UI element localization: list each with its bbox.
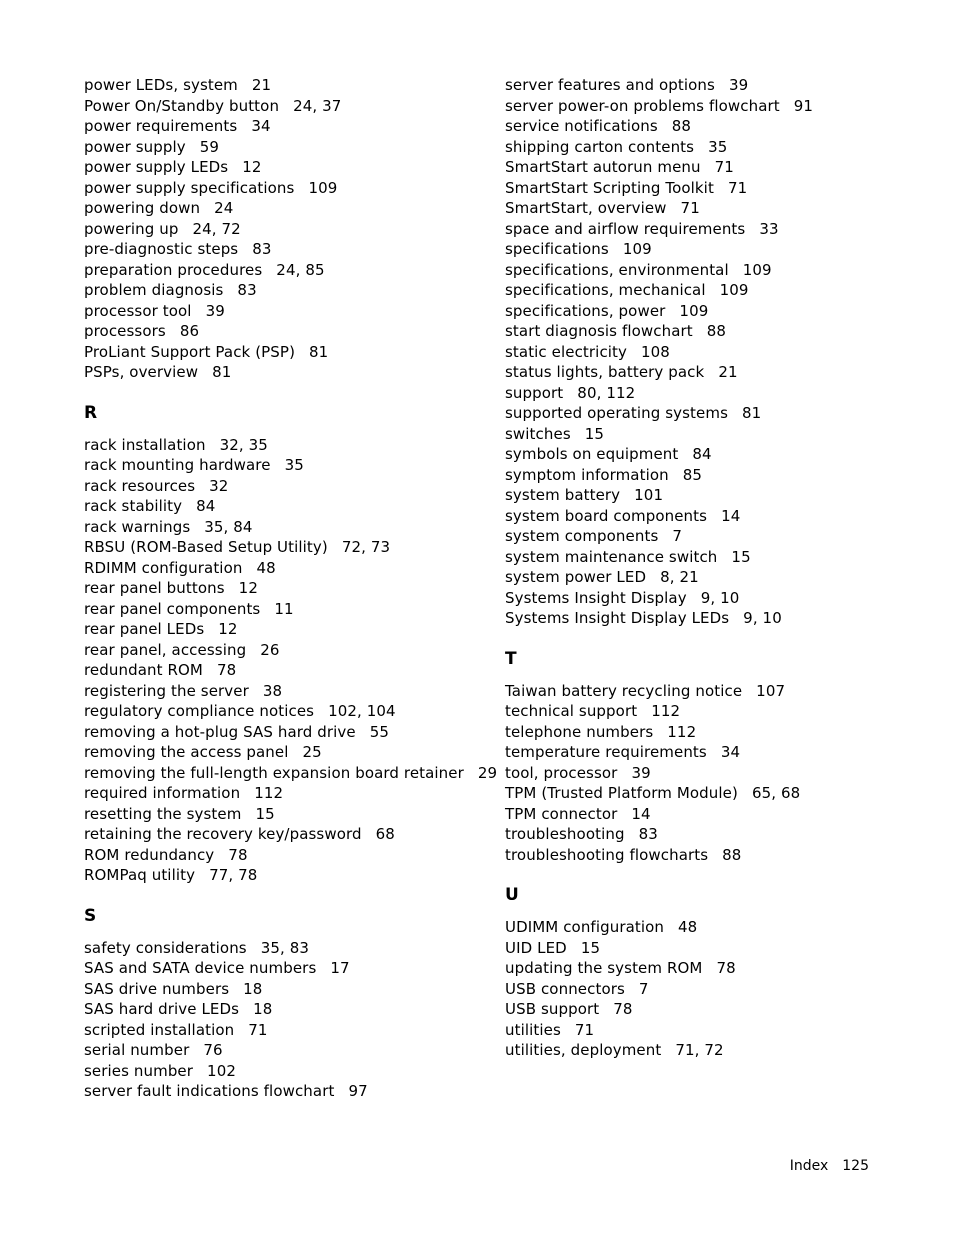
index-term: powering up xyxy=(84,219,179,238)
index-term: symbols on equipment xyxy=(505,445,679,463)
index-term: Taiwan battery recycling notice xyxy=(505,681,743,700)
index-term: troubleshooting xyxy=(505,825,625,843)
index-term: safety considerations xyxy=(84,938,247,957)
index-page-refs[interactable]: 71 xyxy=(727,178,748,197)
index-term: server fault indications flowchart xyxy=(84,1082,335,1100)
index-entry xyxy=(84,342,484,363)
index-page-refs[interactable]: 33 xyxy=(759,219,779,238)
index-term: specifications, power xyxy=(505,301,666,320)
index-term: processor tool xyxy=(84,301,192,320)
index-page-refs[interactable]: 14 xyxy=(721,506,741,525)
index-term: system maintenance switch xyxy=(505,547,718,566)
index-entry xyxy=(505,280,905,301)
footer-page-number: 125 xyxy=(842,1158,869,1174)
index-entry xyxy=(84,804,484,825)
index-term: RDIMM configuration xyxy=(84,558,243,577)
index-term: rack stability xyxy=(84,497,183,515)
index-term: power supply LEDs xyxy=(84,158,229,176)
index-entry xyxy=(505,96,905,117)
index-page-refs[interactable]: 32, 35 xyxy=(219,435,268,454)
index-page-refs[interactable]: 15 xyxy=(580,938,601,957)
index-entry xyxy=(84,1020,484,1041)
index-entry xyxy=(84,619,484,640)
index-page-refs[interactable]: 38 xyxy=(262,681,283,700)
index-term: shipping carton contents xyxy=(505,137,695,156)
index-page-refs[interactable]: 18 xyxy=(243,979,263,998)
index-entry xyxy=(505,465,905,486)
index-term: telephone numbers xyxy=(505,722,654,741)
index-term: rack installation xyxy=(84,435,206,454)
index-term: rear panel components xyxy=(84,599,261,618)
index-page-refs[interactable]: 81 xyxy=(212,363,232,381)
index-entry xyxy=(84,517,484,538)
index-entry xyxy=(505,157,905,178)
index-term: USB support xyxy=(505,1000,600,1018)
index-page-refs[interactable]: 88 xyxy=(706,322,727,340)
index-page-refs[interactable]: 24, 72 xyxy=(192,219,241,238)
index-page-refs[interactable]: 24, 85 xyxy=(276,260,325,279)
index-entry xyxy=(505,701,905,722)
index-term: supported operating systems xyxy=(505,404,728,422)
index-term: resetting the system xyxy=(84,804,242,823)
index-page-refs[interactable]: 109 xyxy=(308,178,338,197)
index-term: preparation procedures xyxy=(84,260,263,279)
index-entry xyxy=(505,845,905,866)
index-term: specifications, environmental xyxy=(505,260,729,279)
index-page-refs[interactable]: 112 xyxy=(667,722,697,741)
index-term: status lights, battery pack xyxy=(505,363,705,381)
index-entry xyxy=(84,938,484,959)
index-term: RBSU (ROM-Based Setup Utility) xyxy=(84,538,328,556)
index-entry xyxy=(505,999,905,1020)
index-page-refs[interactable]: 109 xyxy=(719,281,749,299)
index-entry xyxy=(505,116,905,137)
index-term: problem diagnosis xyxy=(84,281,224,299)
index-page-refs[interactable]: 39 xyxy=(631,763,651,782)
index-entry xyxy=(84,763,498,784)
index-page-refs[interactable]: 34 xyxy=(251,117,271,135)
index-section-letter: S xyxy=(84,905,97,926)
index-page-refs[interactable]: 112 xyxy=(254,784,284,802)
index-page-refs[interactable]: 35 xyxy=(708,137,728,156)
index-term: powering down xyxy=(84,199,201,217)
index-page-refs[interactable]: 24 xyxy=(214,199,234,217)
index-term: power LEDs, system xyxy=(84,76,238,94)
index-entry xyxy=(505,608,905,629)
index-column-left xyxy=(84,75,498,1102)
index-term: support xyxy=(505,383,564,402)
index-term: system board components xyxy=(505,506,708,525)
index-page-refs[interactable]: 9, 10 xyxy=(743,609,782,627)
index-entry xyxy=(505,403,905,424)
index-page-refs[interactable]: 25 xyxy=(302,743,322,761)
index-page-refs[interactable]: 39 xyxy=(205,301,225,320)
index-entry xyxy=(84,157,484,178)
index-page-refs[interactable]: 11 xyxy=(274,599,294,618)
index-entry xyxy=(84,198,484,219)
index-entry xyxy=(505,681,905,702)
index-entry xyxy=(84,435,484,456)
index-page-refs[interactable]: 109 xyxy=(742,260,772,279)
index-term: rear panel buttons xyxy=(84,579,225,597)
index-entry xyxy=(84,476,484,497)
index-term: scripted installation xyxy=(84,1020,235,1039)
index-page-refs[interactable]: 78 xyxy=(216,661,237,679)
index-page-refs[interactable]: 97 xyxy=(348,1082,368,1100)
index-term: ROMPaq utility xyxy=(84,866,196,884)
index-page-refs[interactable]: 35, 83 xyxy=(260,938,310,957)
index-entry xyxy=(84,1061,484,1082)
index-term: power supply xyxy=(84,137,186,156)
index-page-refs[interactable]: 32 xyxy=(209,476,229,495)
index-column-right xyxy=(505,75,905,1061)
index-term: rack resources xyxy=(84,476,196,495)
index-page-refs[interactable]: 21 xyxy=(251,76,272,94)
index-term: TPM connector xyxy=(505,804,618,823)
index-entry xyxy=(505,362,905,383)
index-term: rear panel LEDs xyxy=(84,620,205,638)
index-page-refs[interactable]: 12 xyxy=(238,579,258,597)
index-entry xyxy=(84,1040,484,1061)
index-entry xyxy=(505,804,905,825)
index-section-letter: U xyxy=(505,885,519,905)
index-term: Power On/Standby button xyxy=(84,96,280,115)
index-entry xyxy=(505,178,905,199)
index-page-refs[interactable]: 59 xyxy=(199,137,220,156)
index-entry xyxy=(505,547,905,568)
index-entry xyxy=(84,496,484,517)
index-page-refs[interactable]: 14 xyxy=(631,804,651,823)
index-entry xyxy=(84,137,484,158)
index-entry xyxy=(505,1040,905,1061)
index-entry xyxy=(505,958,905,979)
index-term: system components xyxy=(505,527,659,545)
index-term: utilities xyxy=(505,1020,561,1039)
index-entry xyxy=(505,938,905,959)
index-term: power supply specifications xyxy=(84,178,295,197)
index-entry xyxy=(84,75,484,96)
index-page-refs[interactable]: 81 xyxy=(309,342,329,361)
index-term: SAS and SATA device numbers xyxy=(84,959,317,977)
index-entry xyxy=(84,742,484,763)
index-page-refs[interactable]: 17 xyxy=(330,959,350,977)
index-entry xyxy=(505,260,905,281)
index-term: specifications, mechanical xyxy=(505,281,706,299)
index-page-refs[interactable]: 101 xyxy=(634,486,664,504)
index-term: start diagnosis flowchart xyxy=(505,322,693,340)
index-page-refs[interactable]: 109 xyxy=(622,240,652,258)
index-page-refs[interactable]: 29 xyxy=(477,763,498,782)
index-page-refs[interactable]: 55 xyxy=(369,722,390,741)
index-entry xyxy=(84,96,484,117)
index-term: switches xyxy=(505,424,571,443)
index-term: SAS drive numbers xyxy=(84,979,230,998)
index-entry xyxy=(84,599,484,620)
index-entry xyxy=(505,444,905,465)
index-term: UDIMM configuration xyxy=(505,918,665,936)
index-page-refs[interactable]: 71 xyxy=(248,1020,268,1039)
index-page-refs[interactable]: 85 xyxy=(682,465,703,484)
index-page-refs[interactable]: 15 xyxy=(731,547,751,566)
footer-section-label: Index xyxy=(789,1158,829,1174)
index-entry xyxy=(84,701,484,722)
index-entry xyxy=(84,260,484,281)
index-entry xyxy=(505,742,905,763)
index-entry xyxy=(505,783,905,804)
index-page-refs[interactable]: 84 xyxy=(692,445,712,463)
index-page-refs[interactable]: 71 xyxy=(574,1020,595,1039)
index-term: rear panel, accessing xyxy=(84,640,247,659)
index-entry xyxy=(84,301,484,322)
index-page-refs[interactable]: 83 xyxy=(237,281,257,299)
index-term: regulatory compliance notices xyxy=(84,702,315,720)
index-term: PSPs, overview xyxy=(84,363,199,381)
index-page-refs[interactable]: 15 xyxy=(255,804,275,823)
index-page-refs[interactable]: 34 xyxy=(720,743,741,761)
index-page-refs[interactable]: 9, 10 xyxy=(700,588,740,607)
index-term: registering the server xyxy=(84,681,249,700)
index-page-refs[interactable]: 18 xyxy=(253,1000,273,1018)
index-term: space and airflow requirements xyxy=(505,219,746,238)
index-entry xyxy=(505,763,905,784)
index-entry xyxy=(505,424,905,445)
index-entry xyxy=(84,783,484,804)
index-entry xyxy=(505,198,905,219)
index-page-refs[interactable]: 108 xyxy=(641,342,670,361)
index-entry xyxy=(505,137,905,158)
index-page-refs[interactable]: 71 xyxy=(680,199,700,217)
index-page-refs[interactable]: 102 xyxy=(207,1061,236,1080)
index-term: rack warnings xyxy=(84,517,191,536)
index-page-refs[interactable]: 83 xyxy=(638,825,658,843)
index-entry xyxy=(84,558,484,579)
index-page-refs[interactable]: 48 xyxy=(678,918,698,936)
index-entry xyxy=(84,640,484,661)
index-page-refs[interactable]: 76 xyxy=(203,1041,223,1059)
index-entry xyxy=(505,722,905,743)
index-entry xyxy=(505,526,905,547)
index-page-refs[interactable]: 7 xyxy=(672,527,683,545)
index-entry xyxy=(505,485,905,506)
index-page-refs[interactable]: 15 xyxy=(584,424,605,443)
index-term: SAS hard drive LEDs xyxy=(84,1000,240,1018)
index-term: SmartStart, overview xyxy=(505,199,667,217)
index-page-refs[interactable]: 12 xyxy=(218,620,238,638)
index-term: required information xyxy=(84,784,241,802)
index-term: troubleshooting flowcharts xyxy=(505,845,709,864)
index-term: static electricity xyxy=(505,342,628,361)
index-term: SmartStart autorun menu xyxy=(505,158,701,176)
index-entry xyxy=(505,75,905,96)
index-section-letter: R xyxy=(84,402,98,423)
index-term: SmartStart Scripting Toolkit xyxy=(505,178,714,197)
index-section-letter: T xyxy=(505,648,517,669)
index-entry xyxy=(505,588,905,609)
index-term: removing the access panel xyxy=(84,743,289,761)
index-term: server power-on problems flowchart xyxy=(505,96,780,115)
index-term: TPM (Trusted Platform Module) xyxy=(505,784,738,802)
index-entry xyxy=(505,342,905,363)
index-term: temperature requirements xyxy=(505,743,707,761)
index-entry xyxy=(84,958,484,979)
index-page-refs[interactable]: 12 xyxy=(242,158,262,176)
index-term: removing the full-length expansion board retainer xyxy=(84,763,464,782)
index-page-refs[interactable]: 77, 78 xyxy=(209,866,258,884)
index-page-refs[interactable]: 71 xyxy=(714,158,734,176)
index-entry xyxy=(505,506,905,527)
index-entry xyxy=(84,178,484,199)
index-term: processors xyxy=(84,322,166,340)
index-entry xyxy=(84,722,484,743)
index-term: specifications xyxy=(505,240,609,258)
index-term: system battery xyxy=(505,486,621,504)
index-term: technical support xyxy=(505,702,638,720)
index-entry xyxy=(84,537,484,558)
index-term: redundant ROM xyxy=(84,661,203,679)
index-entry xyxy=(84,1081,484,1102)
index-page-refs[interactable]: 24, 37 xyxy=(293,96,342,115)
index-entry xyxy=(84,280,484,301)
index-page-refs[interactable]: 102, 104 xyxy=(328,702,396,720)
index-entry xyxy=(505,1020,905,1041)
index-page-refs[interactable]: 78 xyxy=(228,845,248,864)
index-page-refs[interactable]: 8, 21 xyxy=(660,568,699,586)
index-entry xyxy=(505,321,905,342)
index-page-refs[interactable]: 109 xyxy=(679,301,709,320)
index-page-refs[interactable]: 88 xyxy=(722,845,742,864)
index-entry xyxy=(84,455,484,476)
index-page-refs[interactable]: 39 xyxy=(728,76,749,94)
index-term: utilities, deployment xyxy=(505,1041,662,1059)
index-entry xyxy=(505,824,905,845)
page-footer xyxy=(790,1158,869,1174)
index-term: service notifications xyxy=(505,117,658,135)
index-page-refs[interactable]: 21 xyxy=(718,363,738,381)
index-entry xyxy=(84,578,484,599)
index-term: power requirements xyxy=(84,117,238,135)
index-page-refs[interactable]: 72, 73 xyxy=(341,538,391,556)
index-page-refs[interactable]: 84 xyxy=(196,497,216,515)
index-entry xyxy=(84,660,484,681)
index-term: pre-diagnostic steps xyxy=(84,240,239,258)
index-page-refs[interactable]: 78 xyxy=(716,959,736,977)
index-entry xyxy=(84,979,484,1000)
index-page-refs[interactable]: 107 xyxy=(756,681,786,700)
index-page-refs[interactable]: 112 xyxy=(651,702,681,720)
index-page-refs[interactable]: 65, 68 xyxy=(751,784,801,802)
index-entry xyxy=(84,681,484,702)
index-term: retaining the recovery key/password xyxy=(84,825,362,843)
index-term: UID LED xyxy=(505,938,567,957)
index-page-refs[interactable]: 88 xyxy=(671,117,692,135)
index-term: rack mounting hardware xyxy=(84,456,271,474)
index-page-refs[interactable]: 80, 112 xyxy=(577,383,636,402)
index-page-refs[interactable]: 26 xyxy=(260,640,280,659)
index-entry xyxy=(505,917,905,938)
index-entry xyxy=(84,824,484,845)
index-page-refs[interactable]: 81 xyxy=(741,404,762,422)
index-page-refs[interactable]: 35, 84 xyxy=(204,517,253,536)
index-entry xyxy=(505,979,905,1000)
index-entry xyxy=(84,321,484,342)
index-page-refs[interactable]: 91 xyxy=(793,96,814,115)
index-entry xyxy=(84,116,484,137)
index-term: USB connectors xyxy=(505,979,625,998)
index-entry xyxy=(505,239,905,260)
index-entry xyxy=(505,383,905,404)
index-entry xyxy=(505,219,905,240)
index-term: symptom information xyxy=(505,465,669,484)
index-page-refs[interactable]: 86 xyxy=(179,322,200,340)
index-page-refs[interactable]: 78 xyxy=(613,1000,633,1018)
index-page-refs[interactable]: 35 xyxy=(284,456,304,474)
index-term: ROM redundancy xyxy=(84,845,215,864)
index-entry xyxy=(84,865,484,886)
index-term: system power LED xyxy=(505,568,647,586)
index-page-refs[interactable]: 68 xyxy=(375,825,395,843)
index-term: serial number xyxy=(84,1041,190,1059)
index-entry xyxy=(84,845,484,866)
index-term: server features and options xyxy=(505,76,715,94)
index-entry xyxy=(84,999,484,1020)
index-page-refs[interactable]: 71, 72 xyxy=(675,1041,724,1059)
index-term: ProLiant Support Pack (PSP) xyxy=(84,342,296,361)
index-page-refs[interactable]: 7 xyxy=(638,979,649,998)
index-term: Systems Insight Display xyxy=(505,588,687,607)
index-entry xyxy=(84,219,484,240)
index-term: Systems Insight Display LEDs xyxy=(505,609,730,627)
index-term: removing a hot-plug SAS hard drive xyxy=(84,722,356,741)
index-entry xyxy=(84,239,484,260)
index-term: series number xyxy=(84,1061,194,1080)
index-page-refs[interactable]: 48 xyxy=(256,558,276,577)
index-entry xyxy=(505,301,905,322)
index-page-refs[interactable]: 83 xyxy=(252,240,272,258)
index-term: tool, processor xyxy=(505,763,618,782)
index-entry xyxy=(84,362,484,383)
index-term: updating the system ROM xyxy=(505,959,703,977)
index-entry xyxy=(505,567,905,588)
